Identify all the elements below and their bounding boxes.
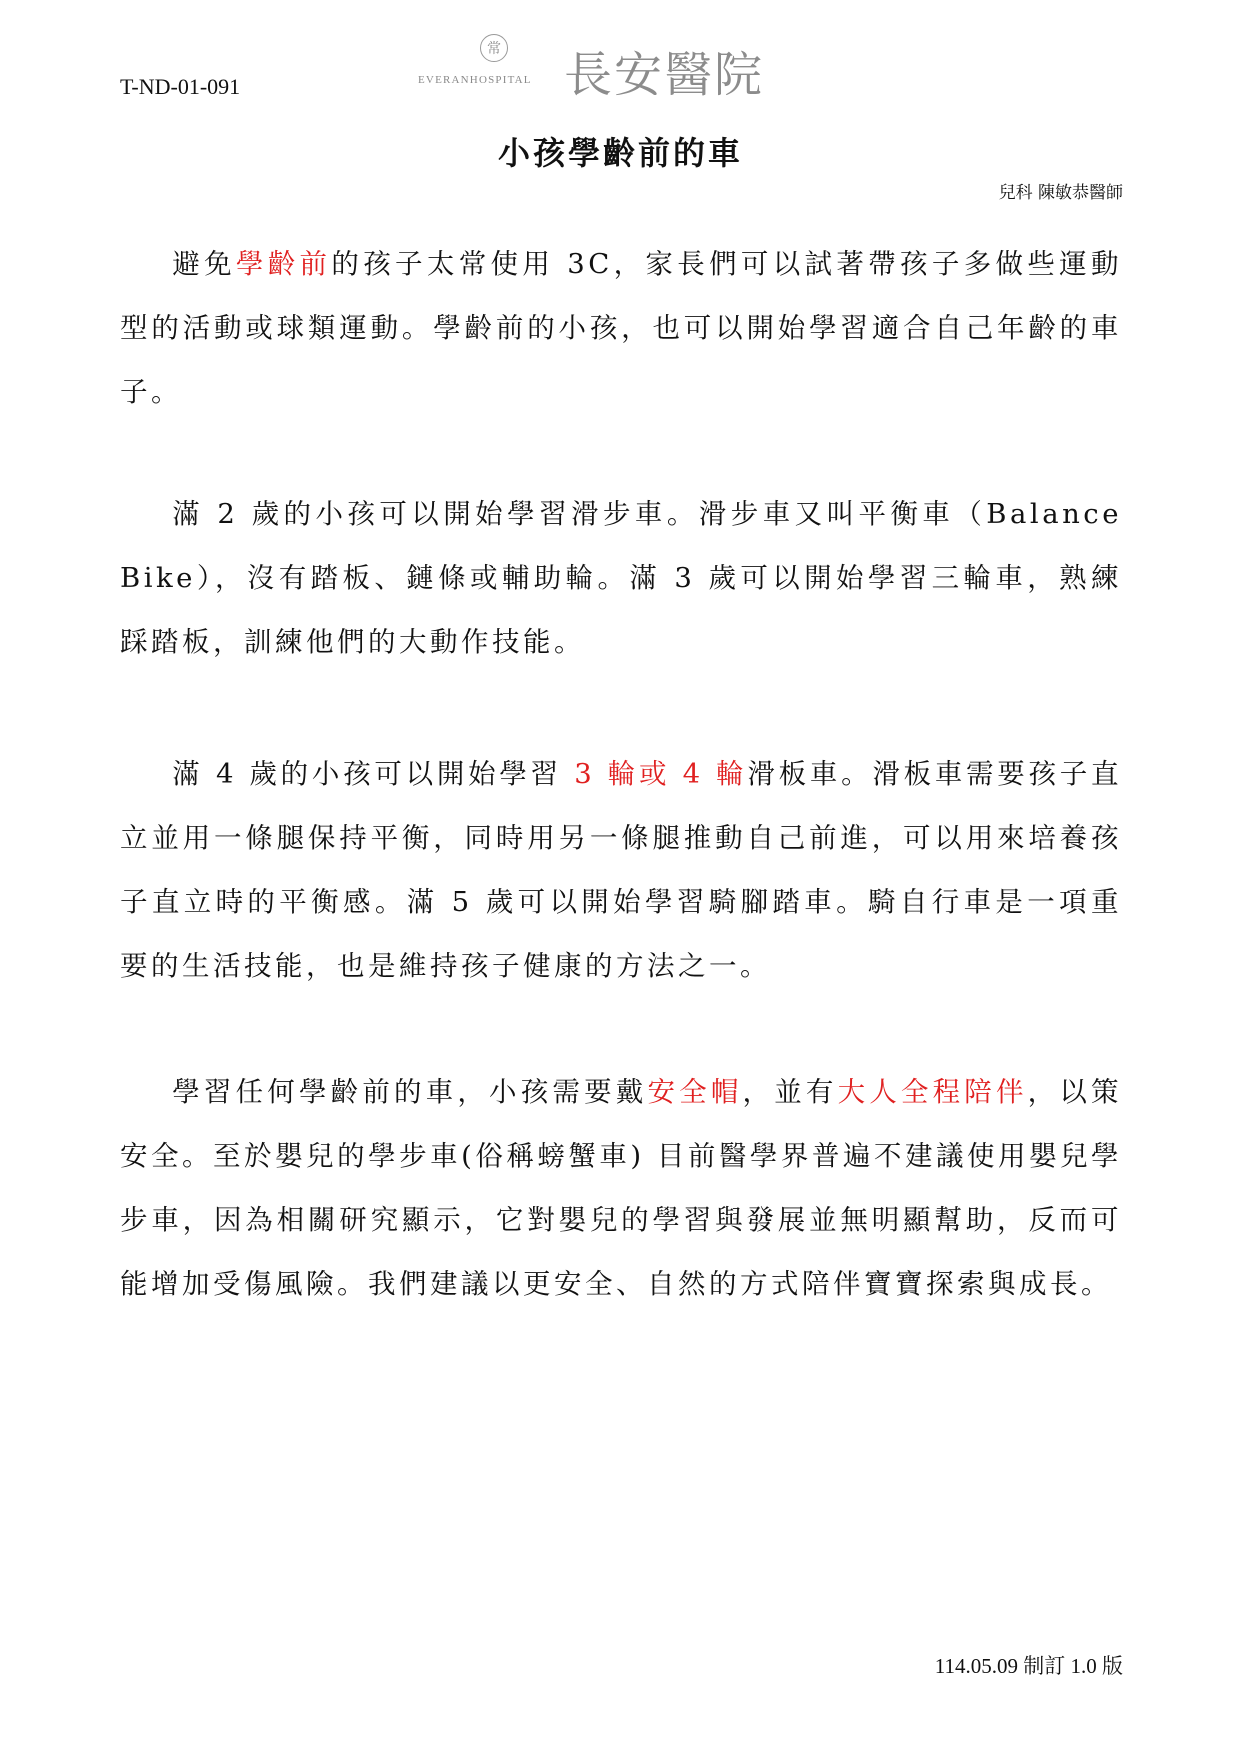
p1-highlight: 學齡前 xyxy=(235,248,332,280)
p3-text-a: 滿 4 歲的小孩可以開始學習 xyxy=(172,758,575,790)
p4-text-c: ，並有 xyxy=(742,1076,838,1108)
paragraph-2: 滿 2 歲的小孩可以開始學習滑步車。滑步車又叫平衡車（Balance Bike），沒有踏板、鏈條或輔助輪。滿 3 歲可以開始學習三輪車，熟練踩踏板，訓練他們的大動作技能。 xyxy=(120,498,1122,658)
page-title: 小孩學齡前的車 xyxy=(497,134,743,172)
hospital-logo xyxy=(418,34,828,103)
p3-text-c: 滑板車。滑板車需要孩子直立並用一條腿保持平衡，同時用另一條腿推動自己前進，可以用來培養孩子直立時的平衡感。滿 5 歲可以開始學習騎腳踏車。騎自行車是一項重要的生活技能，也是維持孩子健康的方法之一。 xyxy=(120,758,1122,982)
p1-text-c: 的孩子太常使用 3C，家長們可以試著帶孩子多做些運動型的活動或球類運動。學齡前的小孩，也可以開始學習適合自己年齡的車子。 xyxy=(120,248,1123,408)
logo-english-name: EVERANHOSPITAL xyxy=(418,74,532,86)
p4-text-e: ，以策安全。至於嬰兒的學步車(俗稱螃蟹車) 目前醫學界普遍不建議使用嬰兒學步車，因為相關研究顯示，它對嬰兒的學習與發展並無明顯幫助，反而可能增加受傷風險。我們建議以更安全、自然的方式陪伴寶寶探索與成長。 xyxy=(120,1076,1123,1300)
doc-code: T-ND-01-091 xyxy=(120,74,241,99)
p4-text-a: 學習任何學齡前的車，小孩需要戴 xyxy=(172,1076,648,1108)
logo-emblem-icon: 常 xyxy=(480,34,508,62)
paragraph-3 xyxy=(120,742,1122,998)
paragraph-4 xyxy=(120,1060,1122,1316)
p4-highlight-helmet: 安全帽 xyxy=(647,1076,743,1108)
p4-highlight-adult: 大人全程陪伴 xyxy=(837,1076,1028,1108)
logo-chinese-name: 長安醫院 xyxy=(564,47,765,103)
p1-text-a: 避免 xyxy=(172,248,236,280)
author-line: 兒科 陳敏恭醫師 xyxy=(998,183,1123,203)
revision-footer: 114.05.09 制訂 1.0 版 xyxy=(934,1654,1123,1678)
p3-highlight: 3 輪或 4 輪 xyxy=(574,758,748,790)
paragraph-1 xyxy=(120,232,1122,424)
